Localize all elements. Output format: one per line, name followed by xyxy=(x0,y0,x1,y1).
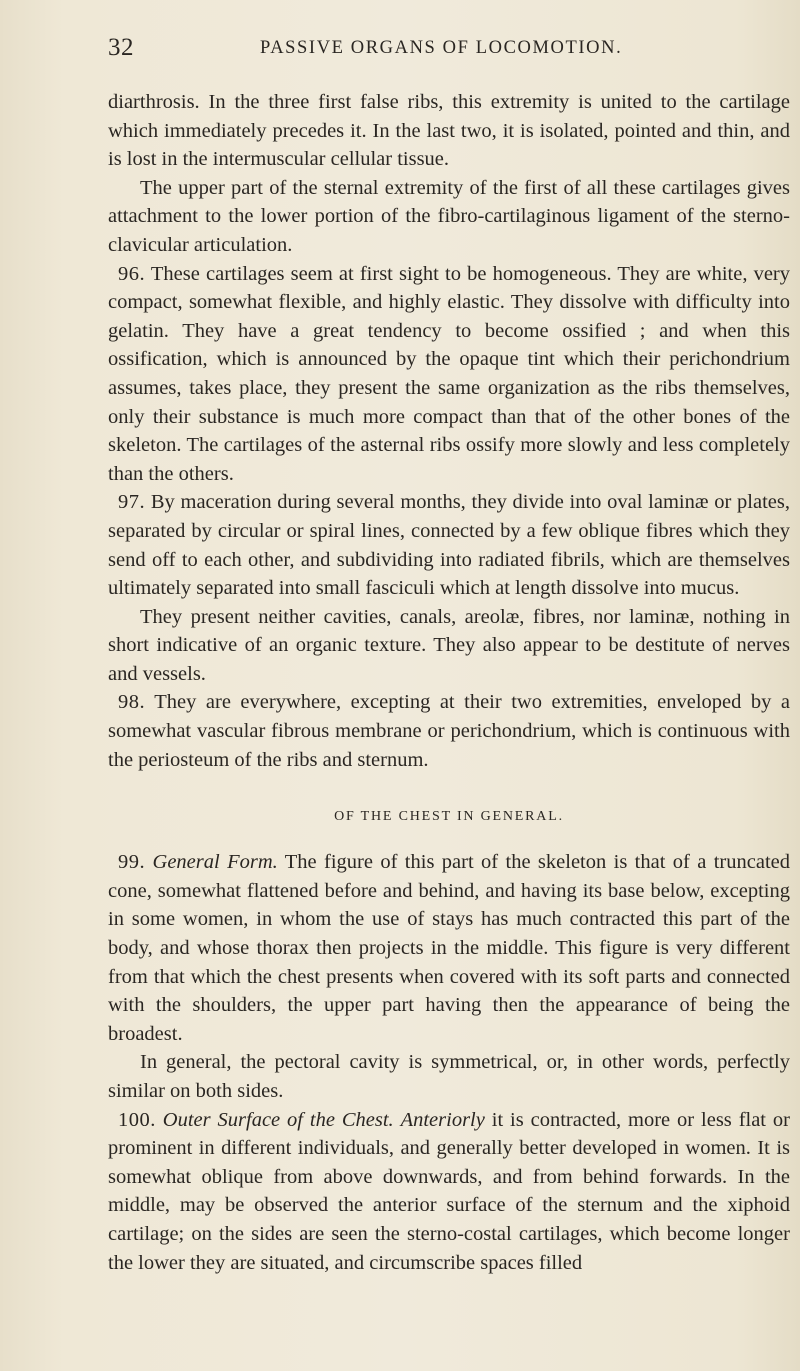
paragraph-text: The upper part of the sternal extremity of the first of all these cartilages gives attachment to the lower portion of the fibro-cartilaginous ligament of the sterno-clavicular articulation. xyxy=(108,176,790,256)
paragraph-continued xyxy=(108,88,790,174)
paragraph-title: General Form. xyxy=(152,851,278,874)
numbered-paragraph xyxy=(108,1106,790,1278)
numbered-paragraph xyxy=(108,488,790,602)
numbered-paragraph xyxy=(108,260,790,489)
paragraph-number: 98. xyxy=(118,691,146,714)
paragraph-text: By maceration during several months, they divide into oval laminæ or plates, separated by circular or spiral lines, connected by a few oblique fibres which they send off to each other, and subdividing into radiated fibrils, which are themselves ultimately separated into small fasciculi which at length dissolve into mucus. xyxy=(108,491,790,600)
paragraph-number: 100. xyxy=(118,1108,156,1131)
paragraph xyxy=(108,174,790,260)
numbered-paragraph xyxy=(108,848,790,1048)
paragraph-emphasis: Anteriorly xyxy=(400,1108,485,1131)
running-head: PASSIVE ORGANS OF LOCOMOTION. xyxy=(260,38,623,58)
paragraph-text: They are everywhere, excepting at their two extremities, enveloped by a somewhat vascular fibrous membrane or perichondrium, which is continuous with the periosteum of the ribs and sternum. xyxy=(108,691,790,771)
paragraph-text: They present neither cavities, canals, areolæ, fibres, nor laminæ, nothing in short indicative of an organic texture. They also appear to be destitute of nerves and vessels. xyxy=(108,605,790,685)
page-header xyxy=(108,34,748,64)
paragraph-title: Outer Surface of the Chest. xyxy=(162,1108,394,1131)
body-text xyxy=(108,88,790,1277)
paragraph-text: diarthrosis. In the three first false ribs, this extremity is united to the cartilage which immediately precedes it. In the last two, it is isolated, pointed and thin, and is lost in the intermuscular cellular tissue. xyxy=(108,91,790,171)
paragraph-number: 96. xyxy=(118,262,146,285)
page-number: 32 xyxy=(108,34,134,61)
paragraph-text: it is contracted, more or less flat or prominent in different individuals, and generally better developed in women. It is somewhat oblique from above downwards, and from behind forwards. In the middle, may be observed the anterior surface of the sternum and the xiphoid cartilage; on the sides are seen the sterno-costal cartilages, which become longer the lower they are situated, and circumscribe spaces filled xyxy=(108,1108,790,1274)
paragraph-text: These cartilages seem at first sight to be homogeneous. They are white, very compact, somewhat flexible, and highly elastic. They dissolve with difficulty into gelatin. They have a great tendency to become ossified ; and when this ossification, which is announced by the opaque tint which their perichondrium assumes, takes place, they present the same organization as the ribs themselves, only their substance is much more compact than that of the other bones of the skeleton. The cartilages of the asternal ribs ossify more slowly and less completely than the others. xyxy=(108,262,791,485)
paragraph-number: 99. xyxy=(118,851,146,874)
section-heading: OF THE CHEST IN GENERAL. xyxy=(334,809,564,825)
numbered-paragraph xyxy=(108,688,790,774)
paragraph xyxy=(108,1048,790,1105)
paragraph xyxy=(108,603,790,689)
paragraph-text: In general, the pectoral cavity is symmetrical, or, in other words, perfectly similar on both sides. xyxy=(108,1051,790,1102)
paragraph-text: The figure of this part of the skeleton is that of a truncated cone, somewhat flattened before and behind, and having its base below, excepting in some women, in whom the use of stays has much contracted this part of the body, and whose thorax then projects in the middle. This figure is very different from that which the chest presents when covered with its soft parts and connected with the shoulders, the upper part having then the appearance of being the broadest. xyxy=(108,851,790,1045)
paragraph-number: 97. xyxy=(118,491,146,514)
